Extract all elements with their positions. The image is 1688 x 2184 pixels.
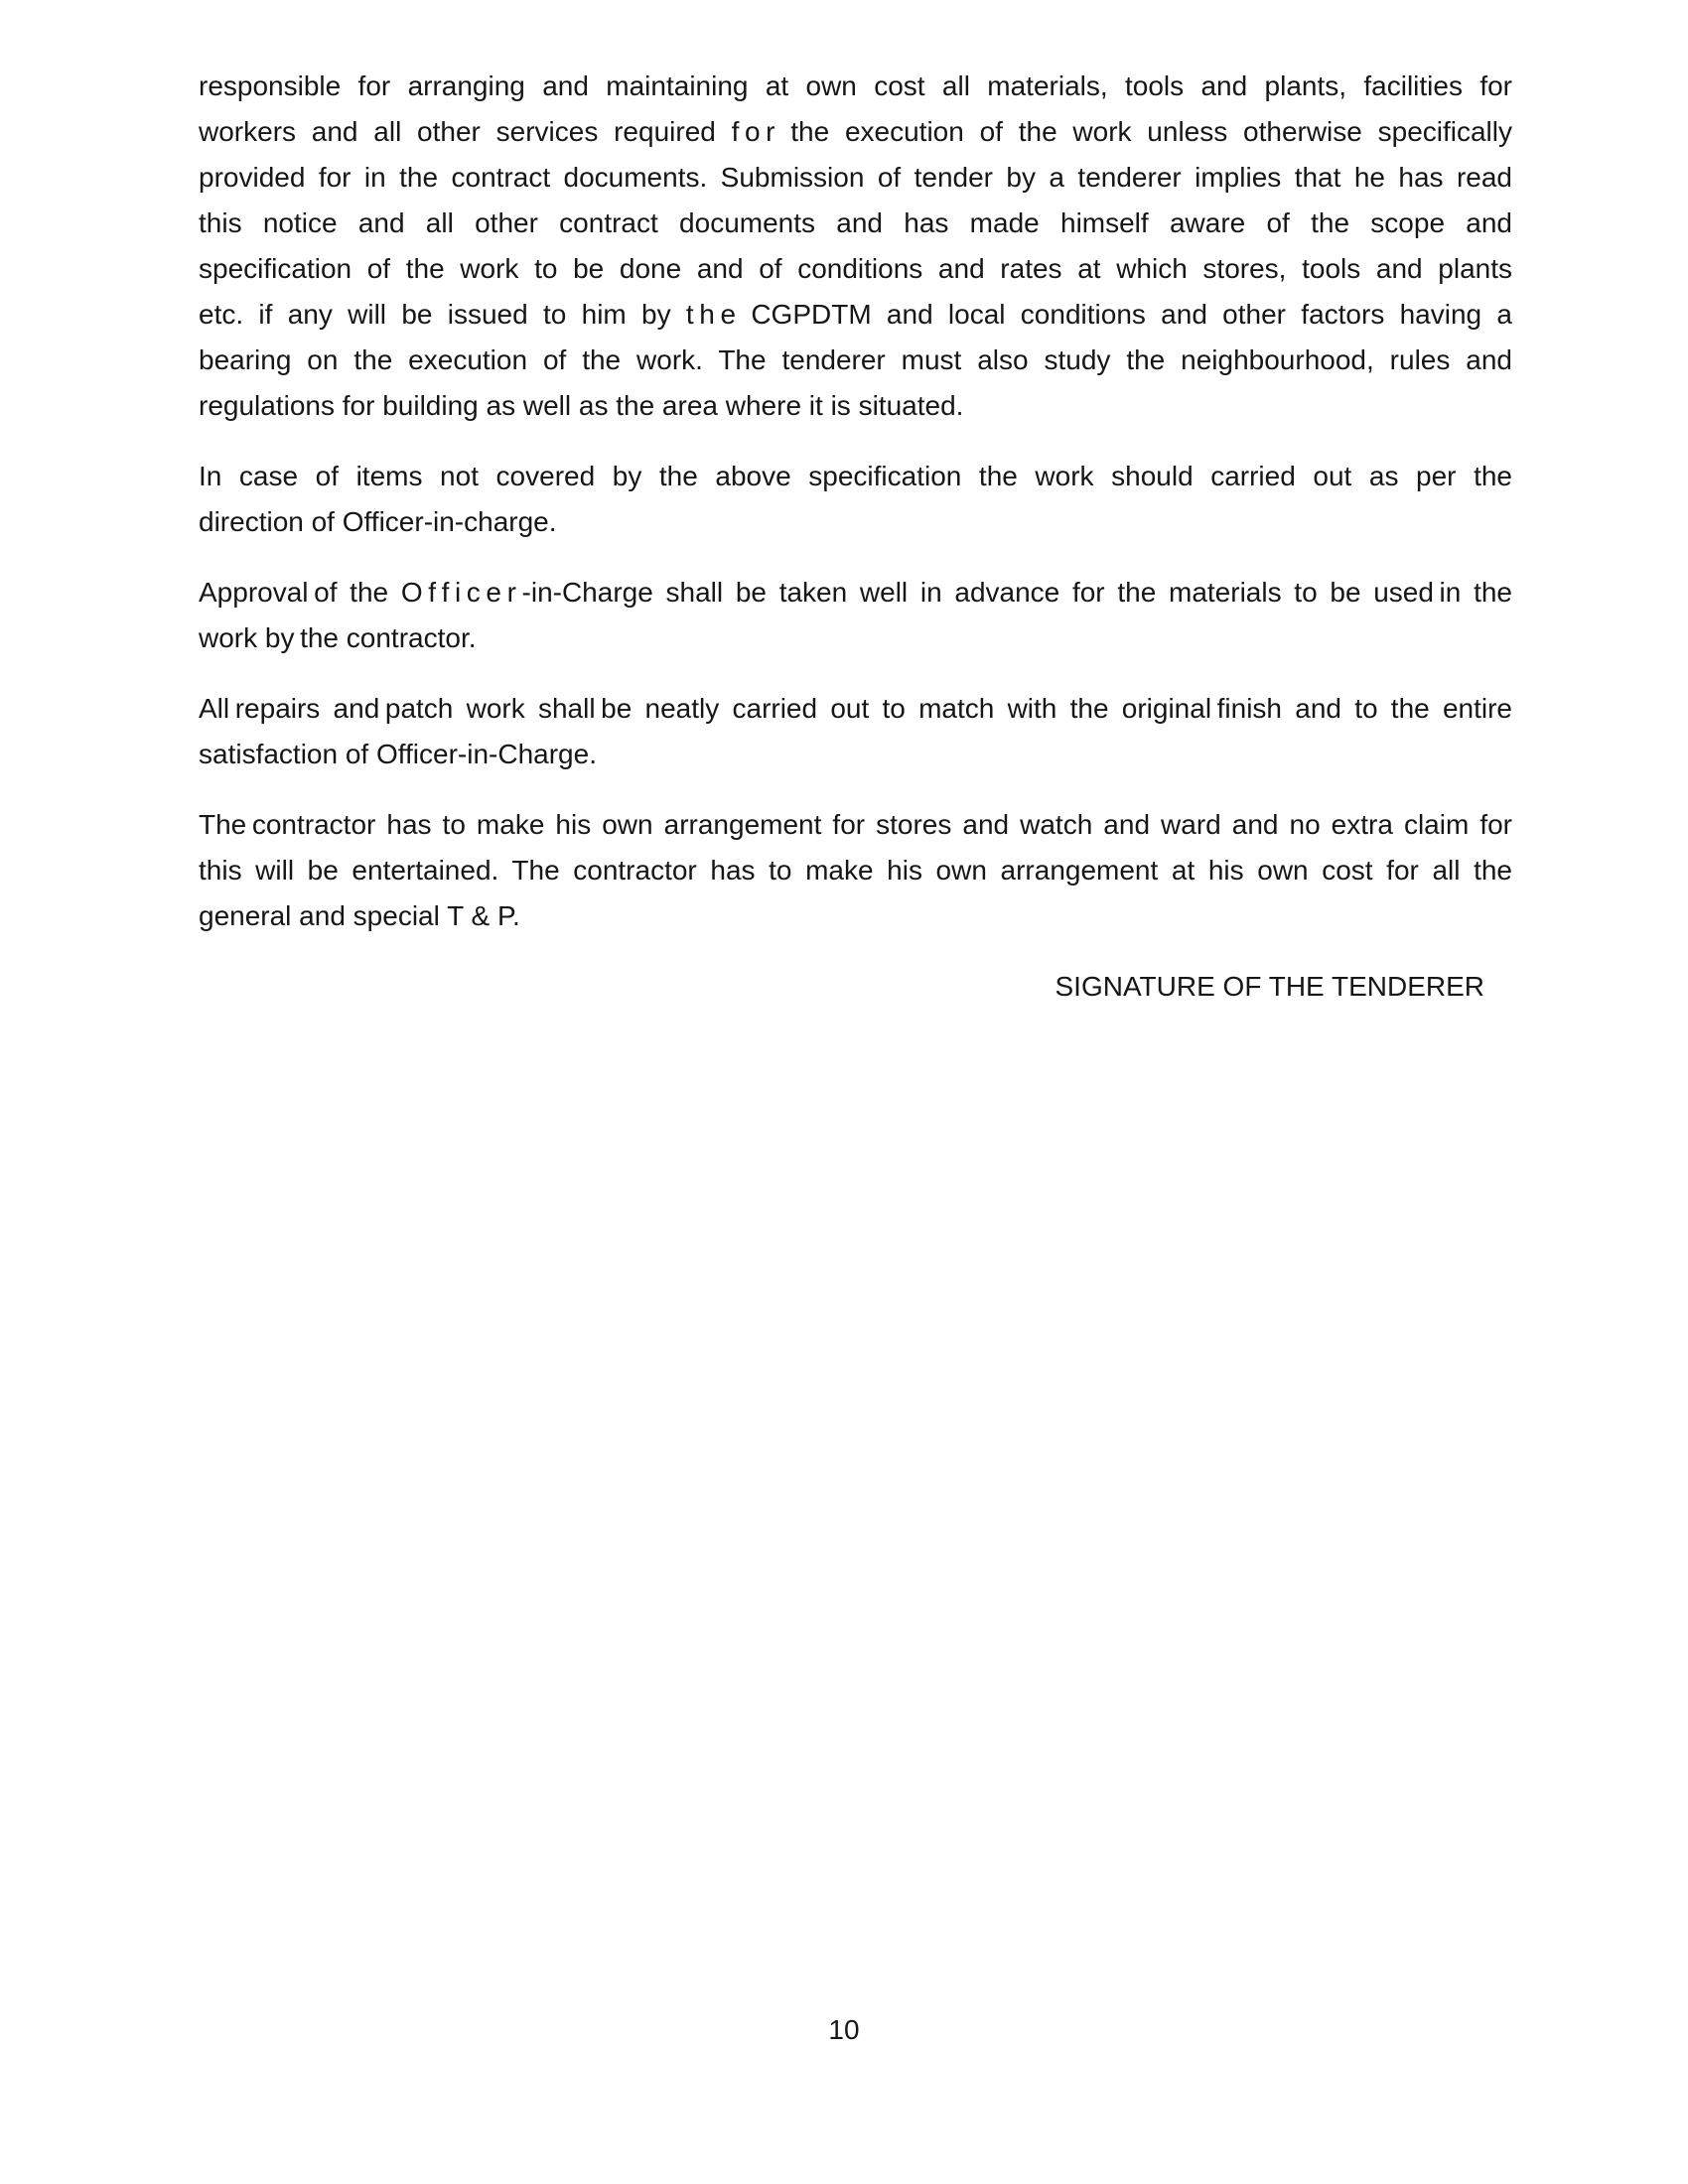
page-number: 10	[828, 2014, 860, 2045]
text-line: provided for in the contract documents. Submission of tender by a tenderer implies that he has read	[199, 162, 1512, 193]
text-line: satisfaction of Officer-in-Charge.	[199, 739, 597, 769]
signature-of-tenderer-label: SIGNATURE OF THE TENDERER	[1055, 971, 1484, 1002]
text-line: The contractor has to make his own arrangement for stores and watch and ward and no extra claim for	[199, 809, 1512, 840]
paragraph-items-not-covered	[199, 454, 1512, 545]
text-line: this will be entertained. The contractor has to make his own arrangement at his own cost for all the	[199, 855, 1512, 886]
paragraph-approval	[199, 570, 1512, 661]
text-line: direction of Officer-in-charge.	[199, 506, 557, 537]
text-line: In case of items not covered by the above specification the work should carried out as per the	[199, 461, 1512, 491]
text-line: regulations for building as well as the area where it is situated.	[199, 390, 964, 421]
paragraph-repairs	[199, 686, 1512, 777]
text-line: All repairs and patch work shall be neatly carried out to match with the original finish and to the entire	[199, 693, 1512, 724]
text-line: etc. if any will be issued to him by t h e CGPDTM and local conditions and other factors having a	[199, 299, 1512, 330]
document-body	[199, 64, 1512, 1010]
text-line: specification of the work to be done and of conditions and rates at which stores, tools and plants	[199, 253, 1512, 284]
text-line: general and special T & P.	[199, 900, 520, 931]
text-line: this notice and all other contract documents and has made himself aware of the scope and	[199, 207, 1512, 238]
text-line: responsible for arranging and maintaining at own cost all materials, tools and plants, facilities for	[199, 70, 1512, 101]
paragraph-contractor-arrangement	[199, 802, 1512, 939]
text-line: bearing on the execution of the work. The tenderer must also study the neighbourhood, rules and	[199, 344, 1512, 375]
text-line: workers and all other services required f o r the execution of the work unless otherwise specifically	[199, 116, 1512, 147]
paragraph-responsibility	[199, 64, 1512, 429]
text-line: work by the contractor.	[199, 622, 477, 653]
text-line: Approval of the O f f i c e r -in-Charge shall be taken well in advance for the materials to be used in the	[199, 577, 1512, 608]
